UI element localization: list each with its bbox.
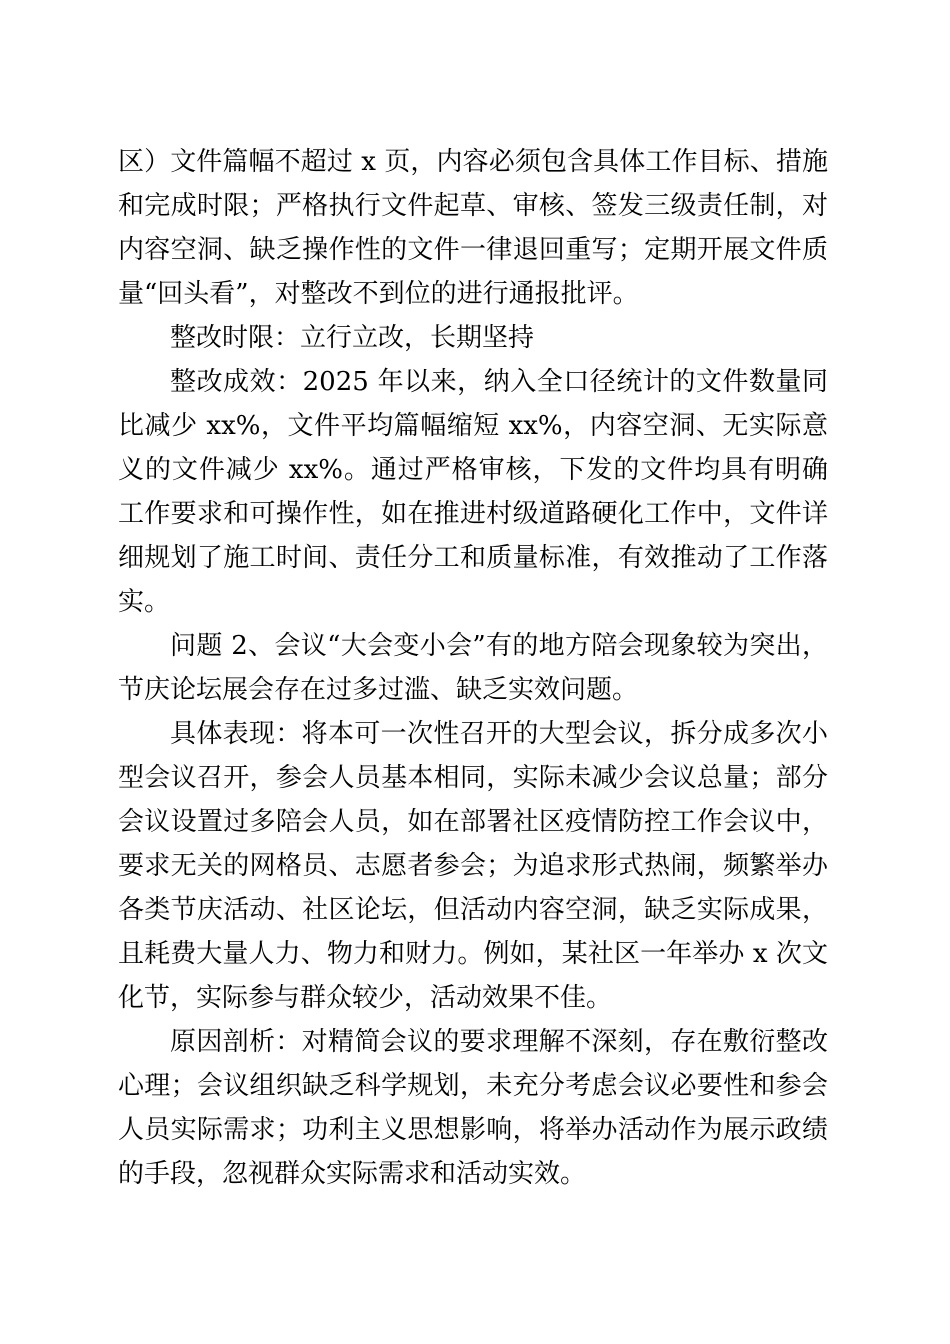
paragraph-file-requirements: 区）文件篇幅不超过 x 页，内容必须包含具体工作目标、措施和完成时限；严格执行文件起草、审核、签发三级责任制，对内容空洞、缺乏操作性的文件一律退回重写；定期开展文件质量“回头看”，对整改不到位的进行通报批评。 [118,147,828,309]
paragraph-specific-manifestations: 具体表现：将本可一次性召开的大型会议，拆分成多次小型会议召开，参会人员基本相同，实际未减少会议总量；部分会议设置过多陪会人员，如在部署社区疫情防控工作会议中，要求无关的网格员、志愿者参会；为追求形式热闹，频繁举办各类节庆活动、社区论坛，但活动内容空洞，缺乏实际成果，且耗费大量人力、物力和财力。例如，某社区一年举办 x 次文化节，实际参与群众较少，活动效果不佳。 [118,719,828,1013]
paragraph-cause-analysis: 原因剖析：对精简会议的要求理解不深刻，存在敷衍整改心理；会议组织缺乏科学规划，未充分考虑会议必要性和参会人员实际需求；功利主义思想影响，将举办活动作为展示政绩的手段，忽视群众实际需求和活动实效。 [118,1027,828,1189]
paragraph-rectification-deadline: 整改时限：立行立改，长期坚持 [170,323,535,353]
paragraph-issue-2-title: 问题 2、会议“大会变小会”有的地方陪会现象较为突出，节庆论坛展会存在过多过滥、缺乏实效问题。 [118,631,828,705]
document-body [118,140,828,1196]
paragraph-rectification-results: 整改成效：2025 年以来，纳入全口径统计的文件数量同比减少 xx%，文件平均篇幅缩短 xx%，内容空洞、无实际意义的文件减少 xx%。通过严格审核，下发的文件均具有明确工作要求和可操作性，如在推进村级道路硬化工作中，文件详细规划了施工时间、责任分工和质量标准，有效推动了工作落实。 [118,367,828,617]
